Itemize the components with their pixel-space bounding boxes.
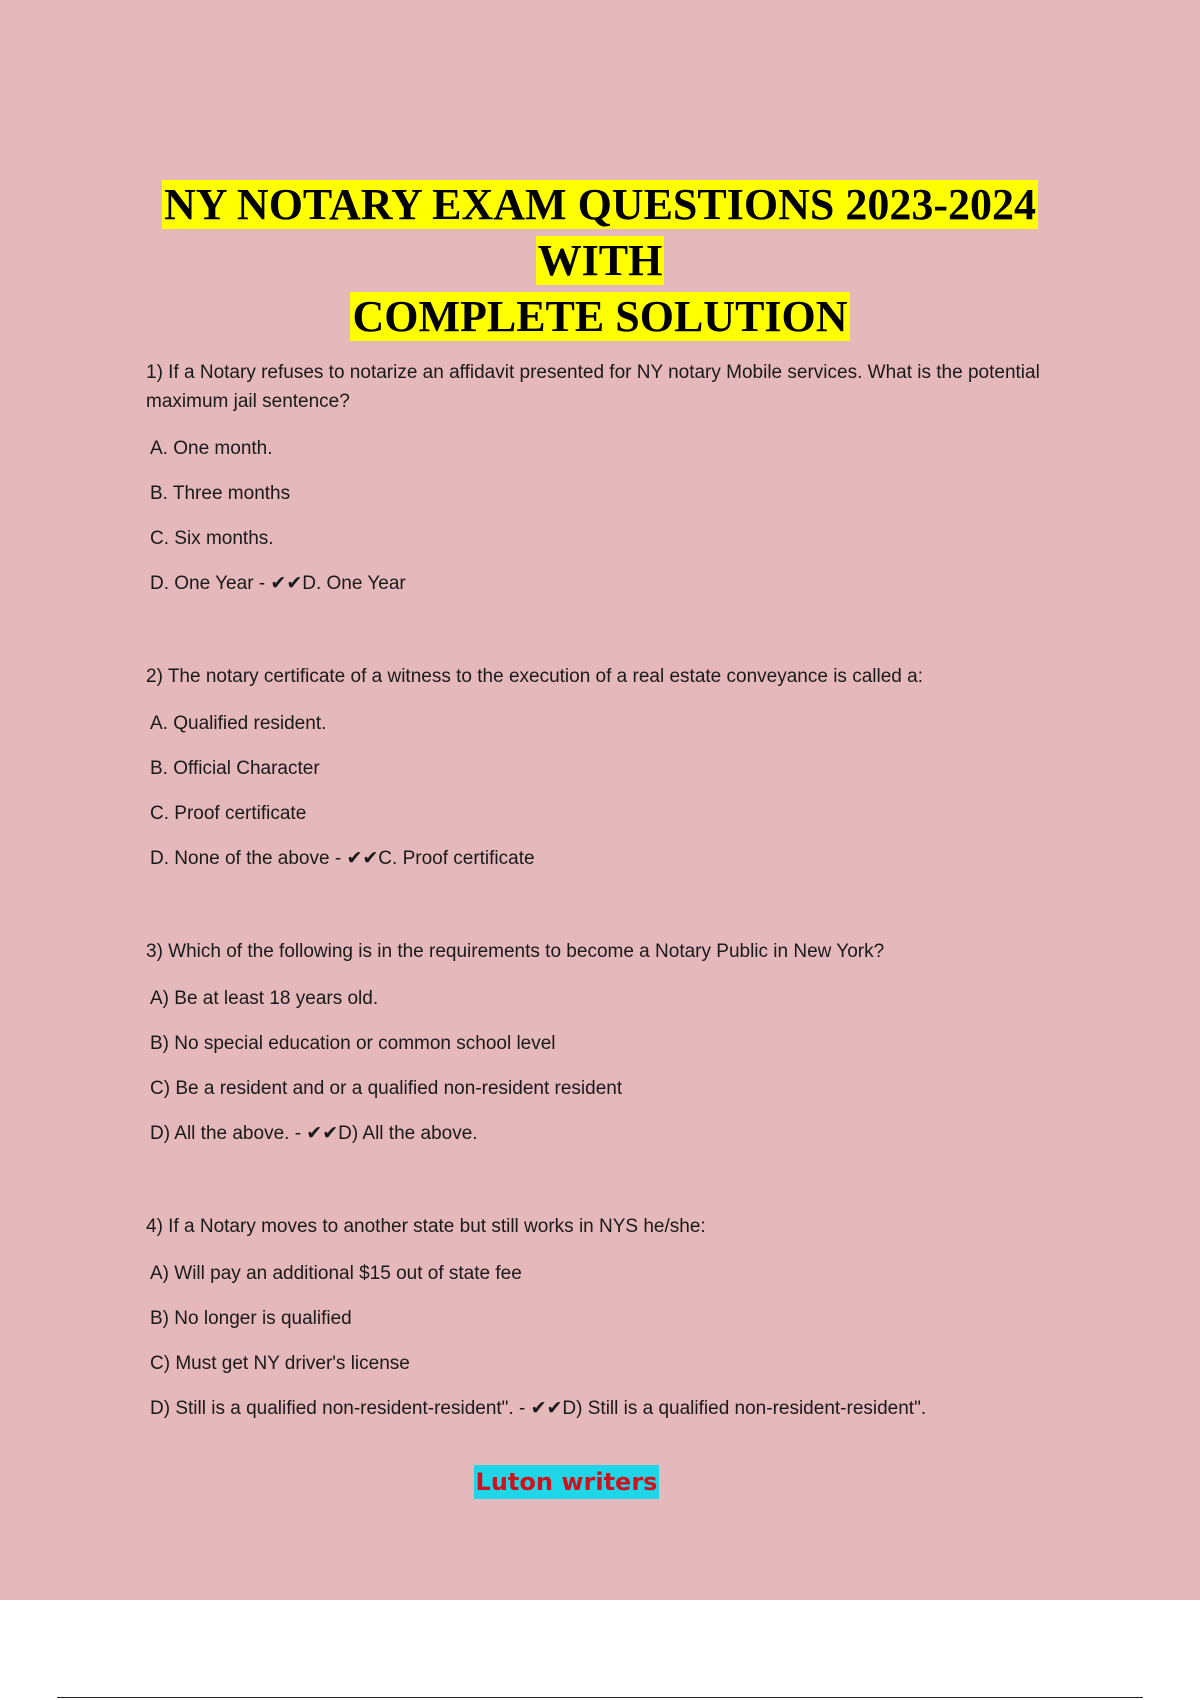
- question-list: [146, 358, 1046, 1487]
- question-2-option-b: B. Official Character: [150, 758, 320, 779]
- question-2-option-c: C. Proof certificate: [150, 803, 307, 824]
- question-2-options: [146, 711, 1046, 871]
- question-1-options: [146, 436, 1046, 596]
- question-3-option-a: A) Be at least 18 years old.: [150, 988, 379, 1009]
- question-4-text: 4) If a Notary moves to another state but still works in NYS he/she:: [146, 1216, 706, 1237]
- question-2-text: 2) The notary certificate of a witness to the execution of a real estate conveyance is called a:: [146, 666, 923, 687]
- question-2-option-d-answer: D. None of the above - ✔✔C. Proof certificate: [150, 848, 535, 869]
- question-1-option-c: C. Six months.: [150, 528, 274, 549]
- question-1-option-b: B. Three months: [150, 483, 291, 504]
- question-3-option-d-answer: D) All the above. - ✔✔D) All the above.: [150, 1123, 478, 1144]
- question-4-options: [146, 1261, 1046, 1421]
- brand-label: Luton writers: [474, 1465, 660, 1499]
- page-bottom-rule: [57, 1697, 1143, 1698]
- question-2-option-a: A. Qualified resident.: [150, 713, 327, 734]
- question-block-3: [146, 937, 1046, 1146]
- brand-footer: [0, 1465, 1133, 1499]
- question-block-2: [146, 662, 1046, 871]
- document-title: [0, 177, 1200, 345]
- question-1-text: 1) If a Notary refuses to notarize an affidavit presented for NY notary Mobile services. What is the potential maximum jail sentence?: [146, 362, 1040, 412]
- question-3-text: 3) Which of the following is in the requirements to become a Notary Public in New York?: [146, 941, 885, 962]
- title-line-3: COMPLETE SOLUTION: [352, 292, 848, 342]
- title-line-2: WITH: [537, 236, 663, 286]
- question-3-option-b: B) No special education or common school level: [150, 1033, 556, 1054]
- question-block-1: [146, 358, 1046, 596]
- title-line-1: NY NOTARY EXAM QUESTIONS 2023-2024: [164, 180, 1036, 230]
- question-block-4: [146, 1212, 1046, 1421]
- question-4-option-d-answer: D) Still is a qualified non-resident-resident". - ✔✔D) Still is a qualified non-resident-resident".: [150, 1398, 927, 1419]
- question-4-option-b: B) No longer is qualified: [150, 1308, 352, 1329]
- question-3-options: [146, 986, 1046, 1146]
- question-1-option-d-answer: D. One Year - ✔✔D. One Year: [150, 573, 406, 594]
- question-3-option-c: C) Be a resident and or a qualified non-resident resident: [150, 1078, 623, 1099]
- question-4-option-a: A) Will pay an additional $15 out of state fee: [150, 1263, 522, 1284]
- question-1-option-a: A. One month.: [150, 438, 273, 459]
- question-4-option-c: C) Must get NY driver's license: [150, 1353, 410, 1374]
